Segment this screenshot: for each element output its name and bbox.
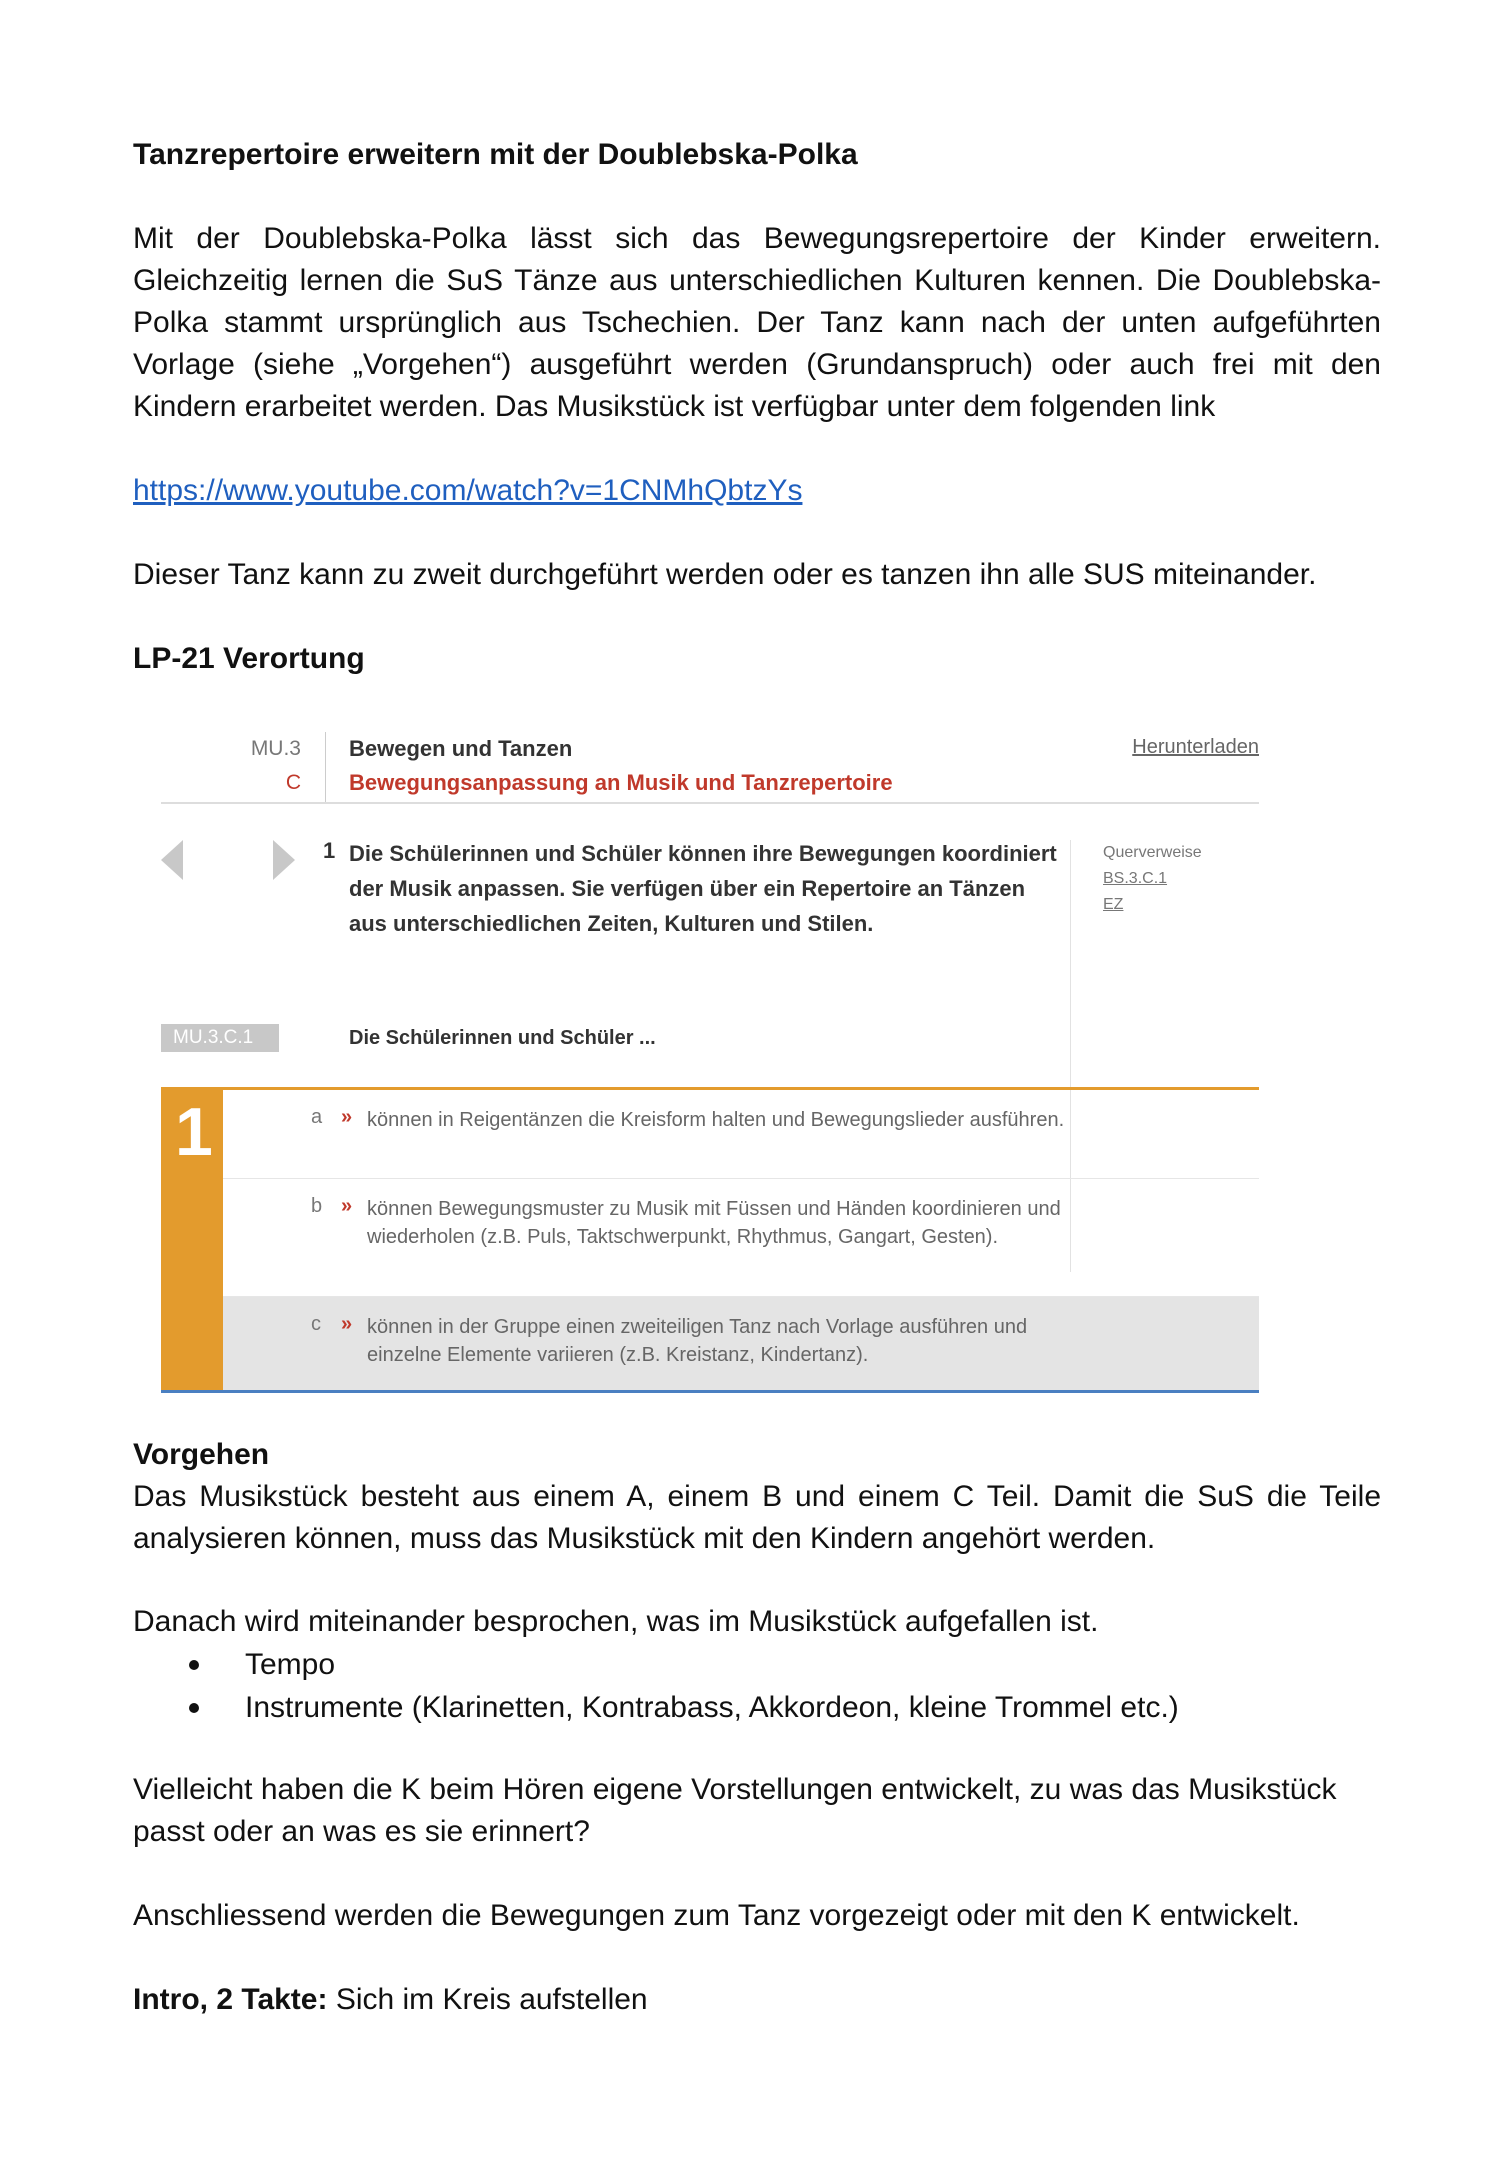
divider xyxy=(161,802,1259,804)
intro-step-text: Sich im Kreis aufstellen xyxy=(327,1983,648,2016)
intro-step xyxy=(133,1979,1381,2021)
youtube-link[interactable]: https://www.youtube.com/watch?v=1CNMhQbtzYs xyxy=(133,474,803,507)
list-item: Tempo xyxy=(133,1643,1179,1686)
divider xyxy=(325,732,326,802)
table-row: b » können Bewegungsmuster zu Musik mit Füssen und Händen koordinieren und wiederholen (z.B. Puls, Taktschwerpunkt, Rhythmus, Gangart, Gesten). xyxy=(223,1179,1259,1297)
table-bottom-border xyxy=(161,1390,1259,1393)
cycle-number: 1 xyxy=(175,1094,213,1170)
competence-number: 1 xyxy=(323,838,336,863)
cross-references: Querverweise BS.3.C.1 EZ xyxy=(1103,840,1202,918)
table-row: c » können in der Gruppe einen zweiteiligen Tanz nach Vorlage ausführen und einzelne Elemente variieren (z.B. Kreistanz, Kindertanz). xyxy=(223,1297,1259,1390)
chevron-right-icon: » xyxy=(341,1195,353,1217)
lp-heading: LP-21 Verortung xyxy=(133,642,365,675)
movements-paragraph: Anschliessend werden die Bewegungen zum Tanz vorgezeigt oder mit den K entwickelt. xyxy=(133,1899,1300,1932)
page-title: Tanzrepertoire erweitern mit der Doublebska-Polka xyxy=(133,138,858,171)
imagination-paragraph: Vielleicht haben die K beim Hören eigene Vorstellungen entwickelt, zu was das Musikstück passt oder an was es sie erinnert? xyxy=(133,1773,1337,1848)
competence-intro: Die Schülerinnen und Schüler ... xyxy=(349,1027,656,1049)
bullet-list xyxy=(133,1643,1179,1729)
chevron-right-icon: » xyxy=(341,1106,353,1128)
competence-code: MU.3 C xyxy=(250,737,301,794)
cross-ref-link[interactable]: BS.3.C.1 xyxy=(1103,870,1168,887)
cross-ref-link[interactable]: EZ xyxy=(1103,896,1124,913)
bullet-icon xyxy=(189,1703,199,1713)
bullet-icon xyxy=(189,1660,199,1670)
vorgehen-paragraph: Das Musikstück besteht aus einem A, einem B und einem C Teil. Damit die SuS die Teile analysieren können, muss das Musikstück mit den Kindern angehört werden. xyxy=(133,1480,1381,1555)
lp21-competence-card xyxy=(161,722,1259,1394)
vorgehen-heading: Vorgehen xyxy=(133,1438,270,1471)
chevron-right-icon: » xyxy=(341,1313,353,1335)
previous-arrow-icon[interactable] xyxy=(161,840,183,880)
table-row: a » können in Reigentänzen die Kreisform halten und Bewegungslieder ausführen. xyxy=(223,1090,1259,1179)
competence-subheading: Bewegungsanpassung an Musik und Tanzrepertoire xyxy=(349,770,893,795)
competence-heading: Bewegen und Tanzen xyxy=(349,736,573,761)
list-item: Instrumente (Klarinetten, Kontrabass, Akkordeon, kleine Trommel etc.) xyxy=(133,1686,1179,1729)
competence-text: Die Schülerinnen und Schüler können ihre Bewegungen koordiniert der Musik anpassen. Sie verfügen über ein Repertoire an Tänzen aus unterschiedlichen Zeiten, Kulturen und Stilen. xyxy=(349,841,1057,936)
next-arrow-icon[interactable] xyxy=(273,840,295,880)
discussion-paragraph: Danach wird miteinander besprochen, was im Musikstück aufgefallen ist. xyxy=(133,1605,1099,1638)
download-link[interactable]: Herunterladen xyxy=(1132,736,1259,758)
youtube-link-line xyxy=(133,470,1381,512)
competence-tag: MU.3.C.1 xyxy=(161,1024,279,1052)
intro-paragraph: Mit der Doublebska-Polka lässt sich das Bewegungsrepertoire der Kinder erweitern. Gleichzeitig lernen die SuS Tänze aus unterschiedlichen Kulturen kennen. Die Doublebska-Polka stammt ursprünglich aus Tschechien. Der Tanz kann nach der unten aufgeführten Vorlage (siehe „Vorgehen“) ausgeführt werden (Grundanspruch) oder auch frei mit den Kindern erarbeitet werden. Das Musikstück ist verfügbar unter dem folgenden link xyxy=(133,222,1381,423)
pair-paragraph: Dieser Tanz kann zu zweit durchgeführt werden oder es tanzen ihn alle SUS miteinander. xyxy=(133,558,1317,591)
intro-step-label: Intro, 2 Takte: xyxy=(133,1983,328,2016)
